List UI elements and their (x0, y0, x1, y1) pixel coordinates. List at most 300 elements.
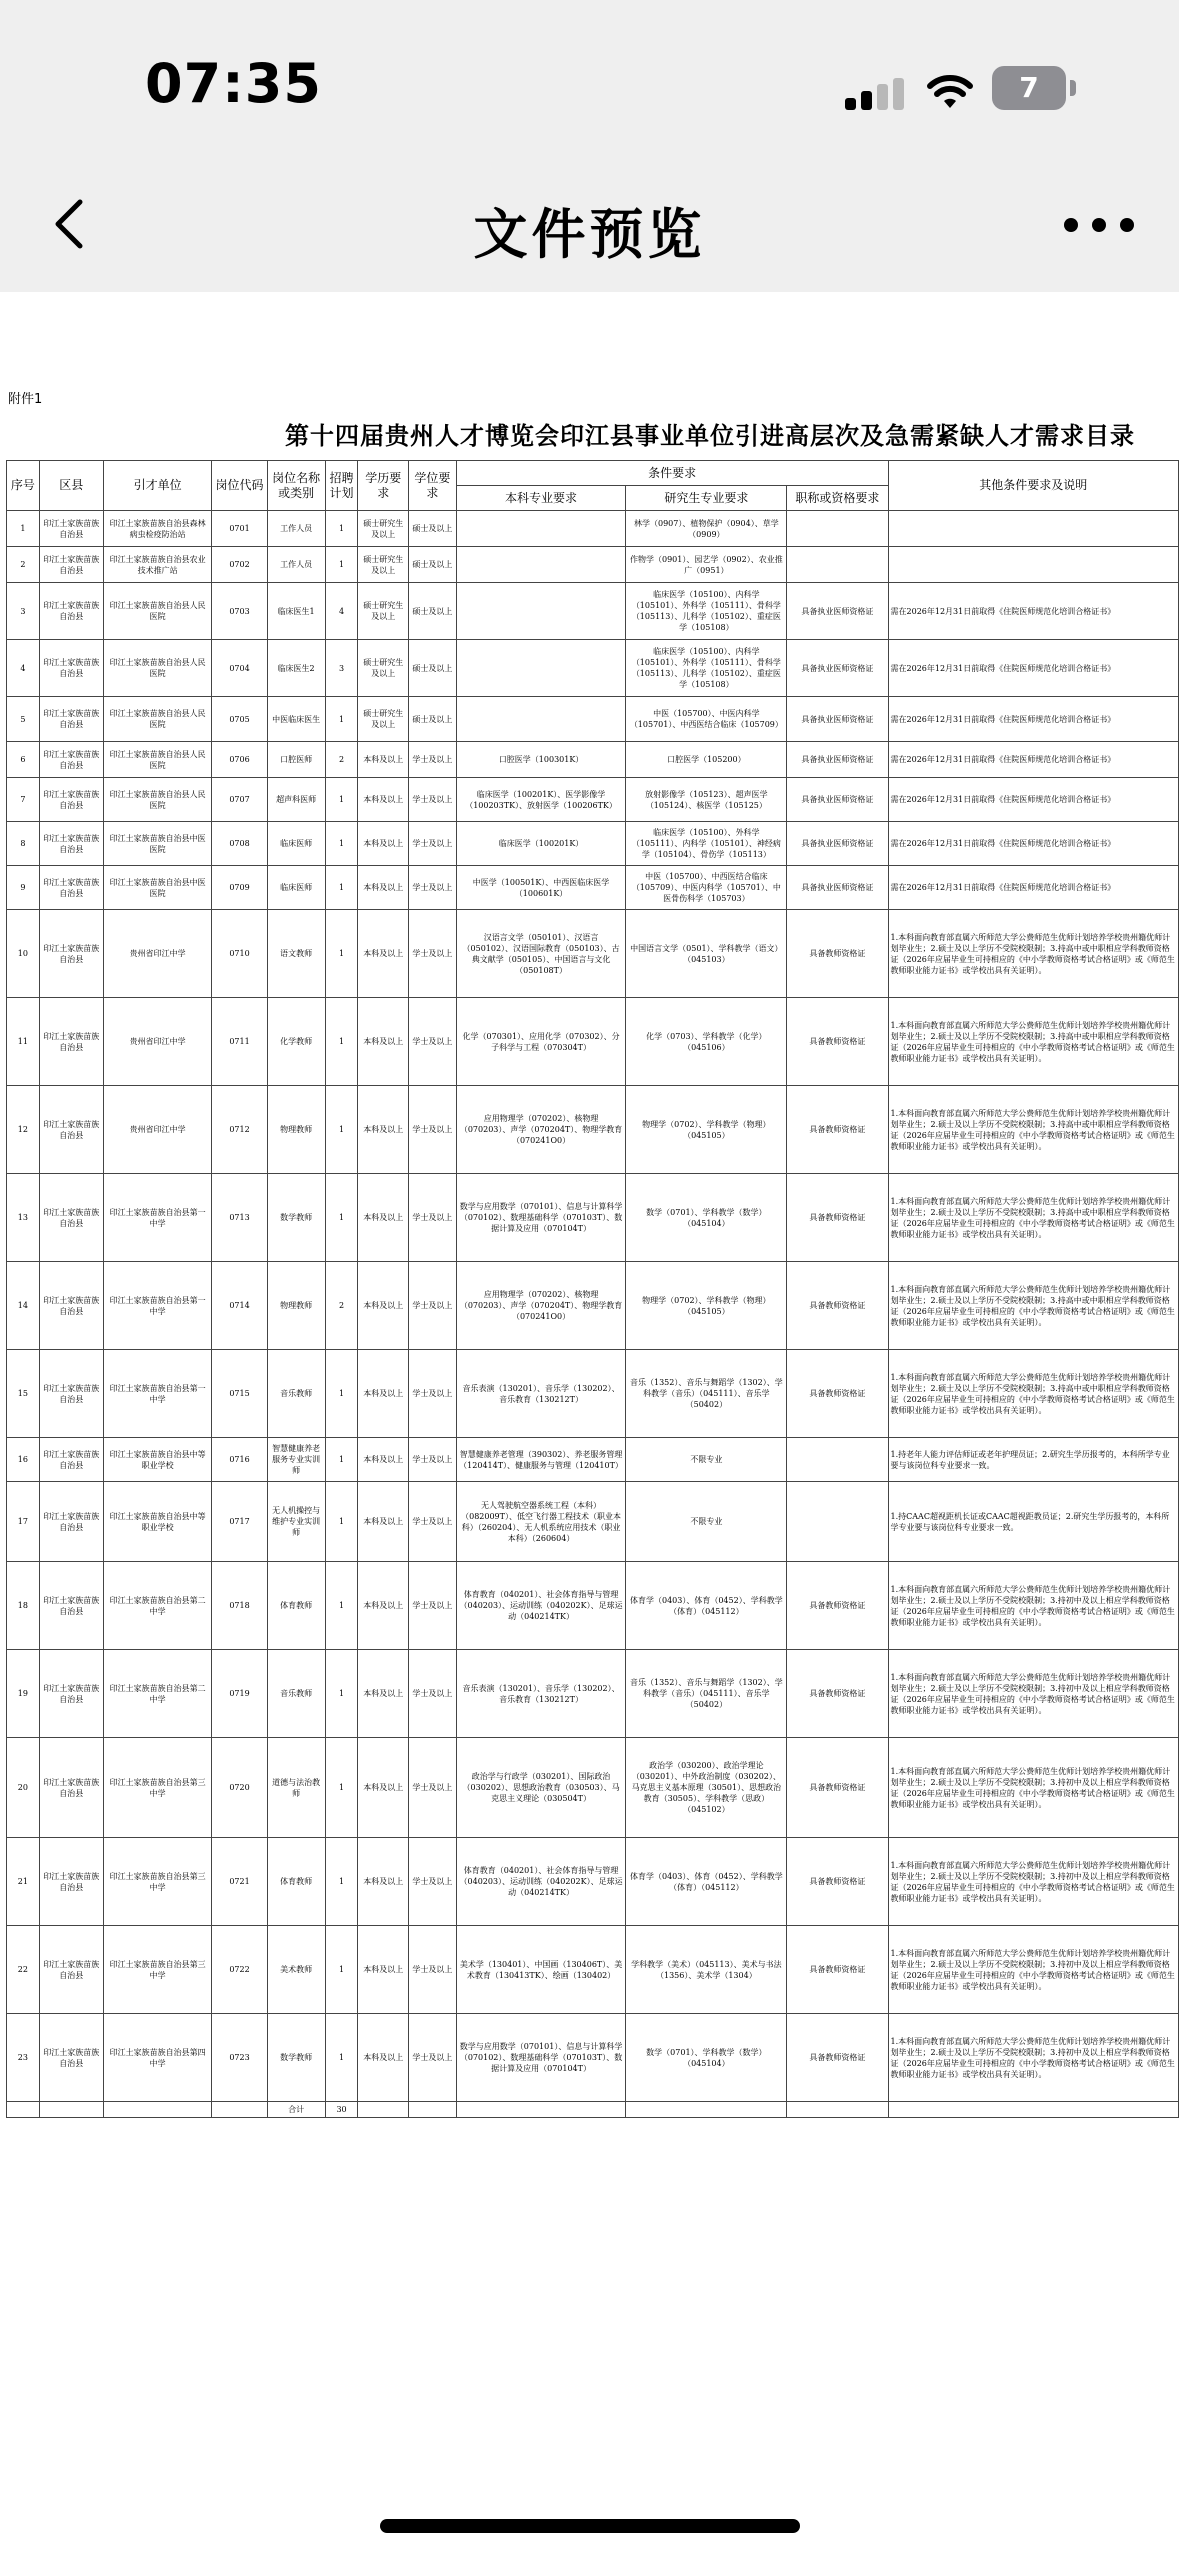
cell-grad: 体育学（0403）、体育（0452）、学科教学（体育）（045112） (626, 1562, 787, 1650)
cell-title: 具备教师资格证 (787, 2014, 888, 2102)
cell-other: 需在2026年12月31日前取得《住院医师规范化培训合格证书》 (888, 583, 1178, 640)
cell-code: 0707 (212, 778, 267, 822)
cell-grad: 音乐（1352）、音乐与舞蹈学（1302）、学科教学（音乐）（045111）、音乐学（50402） (626, 1650, 787, 1738)
cell-unit: 印江土家族苗族自治县第三中学 (103, 1738, 212, 1838)
cell-no: 4 (7, 640, 40, 697)
cell-degree: 学士及以上 (409, 1262, 457, 1350)
cell-degree: 硕士及以上 (409, 583, 457, 640)
cell-other: 1.本科面向教育部直属六所师范大学公费师范生优师计划培养学校贵州籍优师计划毕业生；2.硕士及以上学历不受院校限制；3.持高中或中职相应学科教师资格证（2026年应届毕业生可持相应的《中小学教师资格考试合格证明》或《师范生教师职业能力证书》或学校出具有关证明）。 (888, 998, 1178, 1086)
cell-other: 1.本科面向教育部直属六所师范大学公费师范生优师计划培养学校贵州籍优师计划毕业生；2.硕士及以上学历不受院校限制；3.持高中或中职相应学科教师资格证（2026年应届毕业生可持相应的《中小学教师资格考试合格证明》或《师范生教师职业能力证书》或学校出具有关证明）。 (888, 910, 1178, 998)
cell-grad: 物理学（0702）、学科教学（物理）（045105） (626, 1262, 787, 1350)
cell-other: 需在2026年12月31日前取得《住院医师规范化培训合格证书》 (888, 697, 1178, 742)
cell-code: 0710 (212, 910, 267, 998)
cell-unit: 印江土家族苗族自治县人民医院 (103, 697, 212, 742)
cell-post: 中医临床医生 (267, 697, 325, 742)
cell-title: 具备教师资格证 (787, 1738, 888, 1838)
cell-degree: 学士及以上 (409, 866, 457, 910)
cell-ug: 数学与应用数学（070101）、信息与计算科学（070102）、数理基础科学（070103T）、数据计算及应用（070104T） (456, 1174, 626, 1262)
cell-edu: 本科及以上 (358, 1174, 409, 1262)
cell-no: 1 (7, 511, 40, 547)
cell-degree: 学士及以上 (409, 1838, 457, 1926)
cell-post: 无人机操控与维护专业实训师 (267, 1482, 325, 1562)
cell-post: 体育教师 (267, 1562, 325, 1650)
cell-unit: 印江土家族苗族自治县森林病虫检疫防治站 (103, 511, 212, 547)
cell-unit: 印江土家族苗族自治县第一中学 (103, 1350, 212, 1438)
cell-plan: 3 (325, 640, 358, 697)
cell-code: 0716 (212, 1438, 267, 1482)
cell-no: 6 (7, 742, 40, 778)
cell-code: 0709 (212, 866, 267, 910)
cell-title (787, 1482, 888, 1562)
table-row (7, 697, 1179, 742)
page-title: 文件预览 (473, 203, 706, 266)
cell-plan: 1 (325, 998, 358, 1086)
cell-no: 3 (7, 583, 40, 640)
cell-county: 印江土家族苗族自治县 (39, 1650, 103, 1738)
header-county: 区县 (39, 461, 103, 511)
empty-cell (456, 2102, 626, 2118)
cell-county: 印江土家族苗族自治县 (39, 1086, 103, 1174)
empty-cell (212, 2102, 267, 2118)
cell-plan: 1 (325, 547, 358, 583)
table-row (7, 1926, 1179, 2014)
cell-no: 2 (7, 547, 40, 583)
more-options-icon[interactable] (1064, 218, 1134, 234)
table-row (7, 822, 1179, 866)
cell-degree: 学士及以上 (409, 822, 457, 866)
cell-code: 0705 (212, 697, 267, 742)
cell-no: 15 (7, 1350, 40, 1438)
attachment-label: 附件1 (8, 392, 43, 407)
cell-plan: 2 (325, 742, 358, 778)
cell-grad: 中医（105700）、中医内科学（105701）、中西医结合临床（105709） (626, 697, 787, 742)
cell-other: 1.本科面向教育部直属六所师范大学公费师范生优师计划培养学校贵州籍优师计划毕业生；2.硕士及以上学历不受院校限制；3.持高中或中职相应学科教师资格证（2026年应届毕业生可持相应的《中小学教师资格考试合格证明》或《师范生教师职业能力证书》或学校出具有关证明）。 (888, 1350, 1178, 1438)
document-title: 第十四届贵州人才博览会印江县事业单位引进高层次及急需紧缺人才需求目录 (285, 422, 1135, 450)
header-plan: 招聘计划 (325, 461, 358, 511)
header-degree: 学位要求 (409, 461, 457, 511)
cell-ug: 数学与应用数学（070101）、信息与计算科学（070102）、数理基础科学（070103T）、数据计算及应用（070104T） (456, 2014, 626, 2102)
cell-title: 具备教师资格证 (787, 998, 888, 1086)
cell-title: 具备教师资格证 (787, 1262, 888, 1350)
cell-edu: 本科及以上 (358, 742, 409, 778)
cell-post: 临床医师 (267, 866, 325, 910)
cell-other: 1.本科面向教育部直属六所师范大学公费师范生优师计划培养学校贵州籍优师计划毕业生；2.硕士及以上学历不受院校限制；3.持初中及以上相应学科教师资格证（2026年应届毕业生可持相应的《中小学教师资格考试合格证明》或《师范生教师职业能力证书》或学校出具有关证明）。 (888, 1738, 1178, 1838)
cell-code: 0711 (212, 998, 267, 1086)
cell-unit: 贵州省印江中学 (103, 910, 212, 998)
cell-unit: 贵州省印江中学 (103, 998, 212, 1086)
total-plan: 30 (325, 2102, 358, 2118)
cell-edu: 本科及以上 (358, 910, 409, 998)
cell-edu: 本科及以上 (358, 1738, 409, 1838)
cell-plan: 1 (325, 1482, 358, 1562)
cell-grad: 数学（0701）、学科教学（数学）（045104） (626, 1174, 787, 1262)
cell-unit: 印江土家族苗族自治县第四中学 (103, 2014, 212, 2102)
table-row (7, 778, 1179, 822)
cell-degree: 学士及以上 (409, 1926, 457, 2014)
cell-grad: 政治学（030200）、政治学理论（030201）、中外政治制度（030202）、马克思主义基本原理（30501）、思想政治教育（30505）、学科教学（思政）（045102） (626, 1738, 787, 1838)
cell-grad: 中国语言文学（0501）、学科教学（语文）（045103） (626, 910, 787, 998)
cell-ug (456, 511, 626, 547)
cell-other: 1.持CAAC超视距机长证或CAAC超视距教员证；2.研究生学历报考的，本科所学专业要与该岗位科专业要求一致。 (888, 1482, 1178, 1562)
empty-cell (7, 2102, 40, 2118)
cell-edu: 本科及以上 (358, 1262, 409, 1350)
cell-plan: 1 (325, 1926, 358, 2014)
recruitment-table (6, 460, 1179, 2118)
cell-grad: 放射影像学（105123）、超声医学（105124）、核医学（105125） (626, 778, 787, 822)
cell-county: 印江土家族苗族自治县 (39, 1174, 103, 1262)
cell-title: 具备教师资格证 (787, 1562, 888, 1650)
cell-ug: 中医学（100501K）、中西医临床医学（100601K） (456, 866, 626, 910)
cell-degree: 学士及以上 (409, 998, 457, 1086)
cell-title: 具备执业医师资格证 (787, 697, 888, 742)
cell-county: 印江土家族苗族自治县 (39, 511, 103, 547)
cell-plan: 1 (325, 511, 358, 547)
cell-ug: 无人驾驶航空器系统工程（本科）（082009T）、低空飞行器工程技术（职业本科）（260204）、无人机系统应用技术（职业本科）（260604） (456, 1482, 626, 1562)
wifi-icon (925, 70, 975, 110)
empty-cell (787, 2102, 888, 2118)
cell-county: 印江土家族苗族自治县 (39, 1482, 103, 1562)
table-row (7, 583, 1179, 640)
cell-post: 工作人员 (267, 511, 325, 547)
empty-cell (103, 2102, 212, 2118)
cell-grad: 音乐（1352）、音乐与舞蹈学（1302）、学科教学（音乐）（045111）、音乐学（50402） (626, 1350, 787, 1438)
cell-ug: 临床医学（100201K）、医学影像学（100203TK）、放射医学（100206TK） (456, 778, 626, 822)
cell-title: 具备执业医师资格证 (787, 583, 888, 640)
cell-degree: 硕士及以上 (409, 547, 457, 583)
total-row (7, 2102, 1179, 2118)
table-row (7, 910, 1179, 998)
cell-grad: 学科教学（美术）（045113）、美术与书法（1356）、美术学（1304） (626, 1926, 787, 2014)
cell-ug: 化学（070301）、应用化学（070302）、分子科学与工程（070304T） (456, 998, 626, 1086)
table-row (7, 1350, 1179, 1438)
cell-code: 0720 (212, 1738, 267, 1838)
cell-other: 需在2026年12月31日前取得《住院医师规范化培训合格证书》 (888, 742, 1178, 778)
cell-title: 具备执业医师资格证 (787, 742, 888, 778)
cell-no: 22 (7, 1926, 40, 2014)
cell-edu: 本科及以上 (358, 1438, 409, 1482)
cell-code: 0701 (212, 511, 267, 547)
cell-post: 音乐教师 (267, 1650, 325, 1738)
cell-title: 具备教师资格证 (787, 1174, 888, 1262)
cell-plan: 1 (325, 822, 358, 866)
cell-title: 具备执业医师资格证 (787, 822, 888, 866)
cell-code: 0723 (212, 2014, 267, 2102)
cell-edu: 本科及以上 (358, 1926, 409, 2014)
cell-degree: 学士及以上 (409, 1174, 457, 1262)
cell-post: 物理教师 (267, 1262, 325, 1350)
cell-edu: 本科及以上 (358, 1086, 409, 1174)
cell-ug (456, 640, 626, 697)
cell-code: 0702 (212, 547, 267, 583)
cell-ug: 音乐表演（130201）、音乐学（130202）、音乐教育（130212T） (456, 1350, 626, 1438)
cell-ug: 应用物理学（070202）、核物理（070203）、声学（070204T）、物理学教育（070241O0） (456, 1086, 626, 1174)
header-grad: 研究生专业要求 (626, 486, 787, 511)
cell-grad: 临床医学（105100）、外科学（105111）、内科学（105101）、神经病学（105104）、骨伤学（105113） (626, 822, 787, 866)
cell-no: 7 (7, 778, 40, 822)
cell-post: 物理教师 (267, 1086, 325, 1174)
cell-county: 印江土家族苗族自治县 (39, 2014, 103, 2102)
empty-cell (626, 2102, 787, 2118)
cell-degree: 学士及以上 (409, 1650, 457, 1738)
cell-other (888, 547, 1178, 583)
cell-degree: 学士及以上 (409, 1438, 457, 1482)
cell-county: 印江土家族苗族自治县 (39, 1926, 103, 2014)
cell-plan: 1 (325, 866, 358, 910)
cell-other: 1.本科面向教育部直属六所师范大学公费师范生优师计划培养学校贵州籍优师计划毕业生；2.硕士及以上学历不受院校限制；3.持高中或中职相应学科教师资格证（2026年应届毕业生可持相应的《中小学教师资格考试合格证明》或《师范生教师职业能力证书》或学校出具有关证明）。 (888, 1262, 1178, 1350)
cell-title (787, 1438, 888, 1482)
table-row (7, 640, 1179, 697)
battery-icon (992, 66, 1078, 110)
cell-plan: 4 (325, 583, 358, 640)
cell-edu: 本科及以上 (358, 2014, 409, 2102)
header-edu: 学历要求 (358, 461, 409, 511)
cell-county: 印江土家族苗族自治县 (39, 1262, 103, 1350)
cell-unit: 印江土家族苗族自治县第三中学 (103, 1926, 212, 2014)
cell-grad: 临床医学（105100）、内科学（105101）、外科学（105111）、骨科学（105113）、儿科学（105102）、重症医学（105108） (626, 640, 787, 697)
header-post: 岗位名称或类别 (267, 461, 325, 511)
cell-code: 0712 (212, 1086, 267, 1174)
cell-ug: 口腔医学（100301K） (456, 742, 626, 778)
cell-county: 印江土家族苗族自治县 (39, 866, 103, 910)
empty-cell (39, 2102, 103, 2118)
cell-unit: 印江土家族苗族自治县人民医院 (103, 778, 212, 822)
table-row (7, 998, 1179, 1086)
cell-title: 具备教师资格证 (787, 1086, 888, 1174)
table-row (7, 1562, 1179, 1650)
cell-no: 14 (7, 1262, 40, 1350)
cell-degree: 学士及以上 (409, 742, 457, 778)
cell-post: 智慧健康养老服务专业实训师 (267, 1438, 325, 1482)
cell-edu: 本科及以上 (358, 822, 409, 866)
home-indicator[interactable] (380, 2519, 800, 2533)
table-row (7, 742, 1179, 778)
cell-ug: 美术学（130401）、中国画（130406T）、美术教育（130413TK）、绘画（130402） (456, 1926, 626, 2014)
table-row (7, 1262, 1179, 1350)
cell-edu: 本科及以上 (358, 1650, 409, 1738)
cell-grad: 口腔医学（105200） (626, 742, 787, 778)
cell-grad: 化学（0703）、学科教学（化学）（045106） (626, 998, 787, 1086)
cell-degree: 学士及以上 (409, 1482, 457, 1562)
cell-plan: 1 (325, 1738, 358, 1838)
cell-code: 0704 (212, 640, 267, 697)
status-time: 07:35 (145, 52, 322, 115)
cell-post: 道德与法治教师 (267, 1738, 325, 1838)
cell-plan: 1 (325, 1650, 358, 1738)
cell-plan: 1 (325, 1838, 358, 1926)
cell-grad: 体育学（0403）、体育（0452）、学科教学（体育）（045112） (626, 1838, 787, 1926)
cell-ug: 汉语言文学（050101）、汉语言（050102）、汉语国际教育（050103）、古典文献学（050105）、中国语言与文化（050108T） (456, 910, 626, 998)
cell-plan: 1 (325, 1562, 358, 1650)
cell-other (888, 511, 1178, 547)
cell-ug (456, 697, 626, 742)
cell-grad: 临床医学（105100）、内科学（105101）、外科学（105111）、骨科学（105113）、儿科学（105102）、重症医学（105108） (626, 583, 787, 640)
cell-post: 体育教师 (267, 1838, 325, 1926)
cell-no: 16 (7, 1438, 40, 1482)
cell-unit: 印江土家族苗族自治县第一中学 (103, 1174, 212, 1262)
cell-title: 具备教师资格证 (787, 910, 888, 998)
table-row (7, 1086, 1179, 1174)
header-undergrad: 本科专业要求 (456, 486, 626, 511)
cell-other: 需在2026年12月31日前取得《住院医师规范化培训合格证书》 (888, 778, 1178, 822)
cell-county: 印江土家族苗族自治县 (39, 1562, 103, 1650)
cell-county: 印江土家族苗族自治县 (39, 1838, 103, 1926)
cell-degree: 学士及以上 (409, 1562, 457, 1650)
cell-no: 10 (7, 910, 40, 998)
cell-code: 0719 (212, 1650, 267, 1738)
cell-other: 1.本科面向教育部直属六所师范大学公费师范生优师计划培养学校贵州籍优师计划毕业生；2.硕士及以上学历不受院校限制；3.持初中及以上相应学科教师资格证（2026年应届毕业生可持相应的《中小学教师资格考试合格证明》或《师范生教师职业能力证书》或学校出具有关证明）。 (888, 1838, 1178, 1926)
table-row (7, 1738, 1179, 1838)
cell-title: 具备执业医师资格证 (787, 778, 888, 822)
cell-county: 印江土家族苗族自治县 (39, 998, 103, 1086)
cell-plan: 1 (325, 697, 358, 742)
cell-no: 8 (7, 822, 40, 866)
cell-code: 0708 (212, 822, 267, 866)
cell-other: 需在2026年12月31日前取得《住院医师规范化培训合格证书》 (888, 822, 1178, 866)
cell-post: 数学教师 (267, 1174, 325, 1262)
navigation-bar (0, 160, 1179, 292)
cell-other: 1.本科面向教育部直属六所师范大学公费师范生优师计划培养学校贵州籍优师计划毕业生；2.硕士及以上学历不受院校限制；3.持高中或中职相应学科教师资格证（2026年应届毕业生可持相应的《中小学教师资格考试合格证明》或《师范生教师职业能力证书》或学校出具有关证明）。 (888, 1086, 1178, 1174)
cell-plan: 1 (325, 2014, 358, 2102)
cell-county: 印江土家族苗族自治县 (39, 697, 103, 742)
cell-no: 21 (7, 1838, 40, 1926)
status-bar (0, 0, 1179, 160)
cell-degree: 学士及以上 (409, 1086, 457, 1174)
cell-grad: 数学（0701）、学科教学（数学）（045104） (626, 2014, 787, 2102)
cell-ug: 政治学与行政学（030201）、国际政治（030202）、思想政治教育（030503）、马克思主义理论（030504T） (456, 1738, 626, 1838)
cell-title: 具备教师资格证 (787, 1926, 888, 2014)
cell-other: 1.本科面向教育部直属六所师范大学公费师范生优师计划培养学校贵州籍优师计划毕业生；2.硕士及以上学历不受院校限制；3.持初中及以上相应学科教师资格证（2026年应届毕业生可持相应的《中小学教师资格考试合格证明》或《师范生教师职业能力证书》或学校出具有关证明）。 (888, 1562, 1178, 1650)
cell-degree: 硕士及以上 (409, 511, 457, 547)
cell-unit: 印江土家族苗族自治县中医医院 (103, 822, 212, 866)
empty-cell (358, 2102, 409, 2118)
cell-county: 印江土家族苗族自治县 (39, 742, 103, 778)
cell-unit: 印江土家族苗族自治县农业技术推广站 (103, 547, 212, 583)
cell-title: 具备教师资格证 (787, 1650, 888, 1738)
table-row (7, 1650, 1179, 1738)
cell-post: 口腔医师 (267, 742, 325, 778)
cell-post: 工作人员 (267, 547, 325, 583)
cell-plan: 1 (325, 778, 358, 822)
cell-unit: 印江土家族苗族自治县中等职业学校 (103, 1438, 212, 1482)
cell-other: 需在2026年12月31日前取得《住院医师规范化培训合格证书》 (888, 640, 1178, 697)
cell-other: 1.本科面向教育部直属六所师范大学公费师范生优师计划培养学校贵州籍优师计划毕业生；2.硕士及以上学历不受院校限制；3.持初中及以上相应学科教师资格证（2026年应届毕业生可持相应的《中小学教师资格考试合格证明》或《师范生教师职业能力证书》或学校出具有关证明）。 (888, 1650, 1178, 1738)
cell-edu: 硕士研究生及以上 (358, 511, 409, 547)
cell-edu: 硕士研究生及以上 (358, 583, 409, 640)
cell-post: 数学教师 (267, 2014, 325, 2102)
cell-county: 印江土家族苗族自治县 (39, 778, 103, 822)
cell-grad: 物理学（0702）、学科教学（物理）（045105） (626, 1086, 787, 1174)
table-row (7, 1174, 1179, 1262)
cell-edu: 本科及以上 (358, 1350, 409, 1438)
cell-edu: 硕士研究生及以上 (358, 547, 409, 583)
cell-other: 1.本科面向教育部直属六所师范大学公费师范生优师计划培养学校贵州籍优师计划毕业生；2.硕士及以上学历不受院校限制；3.持初中及以上相应学科教师资格证（2026年应届毕业生可持相应的《中小学教师资格考试合格证明》或《师范生教师职业能力证书》或学校出具有关证明）。 (888, 2014, 1178, 2102)
cell-unit: 印江土家族苗族自治县第一中学 (103, 1262, 212, 1350)
cell-no: 9 (7, 866, 40, 910)
table-row (7, 1838, 1179, 1926)
cell-unit: 印江土家族苗族自治县人民医院 (103, 742, 212, 778)
cell-post: 临床医师 (267, 822, 325, 866)
cell-unit: 印江土家族苗族自治县中医医院 (103, 866, 212, 910)
cell-county: 印江土家族苗族自治县 (39, 1738, 103, 1838)
cell-ug: 体育教育（040201）、社会体育指导与管理（040203）、运动训练（040202K）、足球运动（040214TK） (456, 1838, 626, 1926)
cell-edu: 本科及以上 (358, 778, 409, 822)
cell-title: 具备执业医师资格证 (787, 866, 888, 910)
table-row (7, 511, 1179, 547)
cell-no: 20 (7, 1738, 40, 1838)
cell-degree: 学士及以上 (409, 2014, 457, 2102)
cell-unit: 印江土家族苗族自治县第二中学 (103, 1562, 212, 1650)
cell-ug (456, 583, 626, 640)
cell-degree: 学士及以上 (409, 1738, 457, 1838)
cell-degree: 学士及以上 (409, 910, 457, 998)
cell-ug: 音乐表演（130201）、音乐学（130202）、音乐教育（130212T） (456, 1650, 626, 1738)
header-title-req: 职称或资格要求 (787, 486, 888, 511)
cell-grad: 作物学（0901）、园艺学（0902）、农业推广（0951） (626, 547, 787, 583)
cell-county: 印江土家族苗族自治县 (39, 640, 103, 697)
cell-code: 0717 (212, 1482, 267, 1562)
cell-no: 11 (7, 998, 40, 1086)
cell-title: 具备教师资格证 (787, 1838, 888, 1926)
cell-unit: 印江土家族苗族自治县第三中学 (103, 1838, 212, 1926)
cell-county: 印江土家族苗族自治县 (39, 822, 103, 866)
cell-post: 语文教师 (267, 910, 325, 998)
cell-code: 0718 (212, 1562, 267, 1650)
cell-post: 临床医生2 (267, 640, 325, 697)
cell-unit: 印江土家族苗族自治县第二中学 (103, 1650, 212, 1738)
cell-county: 印江土家族苗族自治县 (39, 1438, 103, 1482)
cell-ug: 智慧健康养老管理（390302）、养老服务管理（120414T）、健康服务与管理（120410T） (456, 1438, 626, 1482)
cell-plan: 1 (325, 1350, 358, 1438)
cell-title: 具备执业医师资格证 (787, 640, 888, 697)
cell-plan: 1 (325, 910, 358, 998)
cell-code: 0706 (212, 742, 267, 778)
cell-other: 1.持老年人能力评估师证或老年护理员证；2.研究生学历报考的，本科所学专业要与该岗位科专业要求一致。 (888, 1438, 1178, 1482)
cell-no: 18 (7, 1562, 40, 1650)
cell-unit: 印江土家族苗族自治县人民医院 (103, 640, 212, 697)
cell-degree: 学士及以上 (409, 778, 457, 822)
cell-other: 1.本科面向教育部直属六所师范大学公费师范生优师计划培养学校贵州籍优师计划毕业生；2.硕士及以上学历不受院校限制；3.持初中及以上相应学科教师资格证（2026年应届毕业生可持相应的《中小学教师资格考试合格证明》或《师范生教师职业能力证书》或学校出具有关证明）。 (888, 1926, 1178, 2014)
cell-no: 12 (7, 1086, 40, 1174)
cell-degree: 学士及以上 (409, 1350, 457, 1438)
cell-county: 印江土家族苗族自治县 (39, 547, 103, 583)
cell-code: 0722 (212, 1926, 267, 2014)
cell-edu: 本科及以上 (358, 1562, 409, 1650)
table-row (7, 2014, 1179, 2102)
cell-ug: 应用物理学（070202）、核物理（070203）、声学（070204T）、物理学教育（070241O0） (456, 1262, 626, 1350)
cell-post: 音乐教师 (267, 1350, 325, 1438)
table-row (7, 547, 1179, 583)
cellular-signal-icon (845, 78, 905, 110)
cell-ug: 体育教育（040201）、社会体育指导与管理（040203）、运动训练（040202K）、足球运动（040214TK） (456, 1562, 626, 1650)
cell-title: 具备教师资格证 (787, 1350, 888, 1438)
cell-code: 0721 (212, 1838, 267, 1926)
cell-degree: 硕士及以上 (409, 697, 457, 742)
total-label: 合计 (267, 2102, 325, 2118)
cell-plan: 1 (325, 1438, 358, 1482)
cell-other: 需在2026年12月31日前取得《住院医师规范化培训合格证书》 (888, 866, 1178, 910)
cell-code: 0713 (212, 1174, 267, 1262)
table-row (7, 866, 1179, 910)
cell-no: 13 (7, 1174, 40, 1262)
header-conditions: 条件要求 (456, 461, 888, 486)
cell-grad: 不限专业 (626, 1482, 787, 1562)
cell-grad: 林学（0907）、植物保护（0904）、草学（0909） (626, 511, 787, 547)
cell-no: 5 (7, 697, 40, 742)
cell-post: 超声科医师 (267, 778, 325, 822)
document-preview[interactable] (0, 292, 1179, 2462)
cell-edu: 本科及以上 (358, 1482, 409, 1562)
cell-unit: 贵州省印江中学 (103, 1086, 212, 1174)
